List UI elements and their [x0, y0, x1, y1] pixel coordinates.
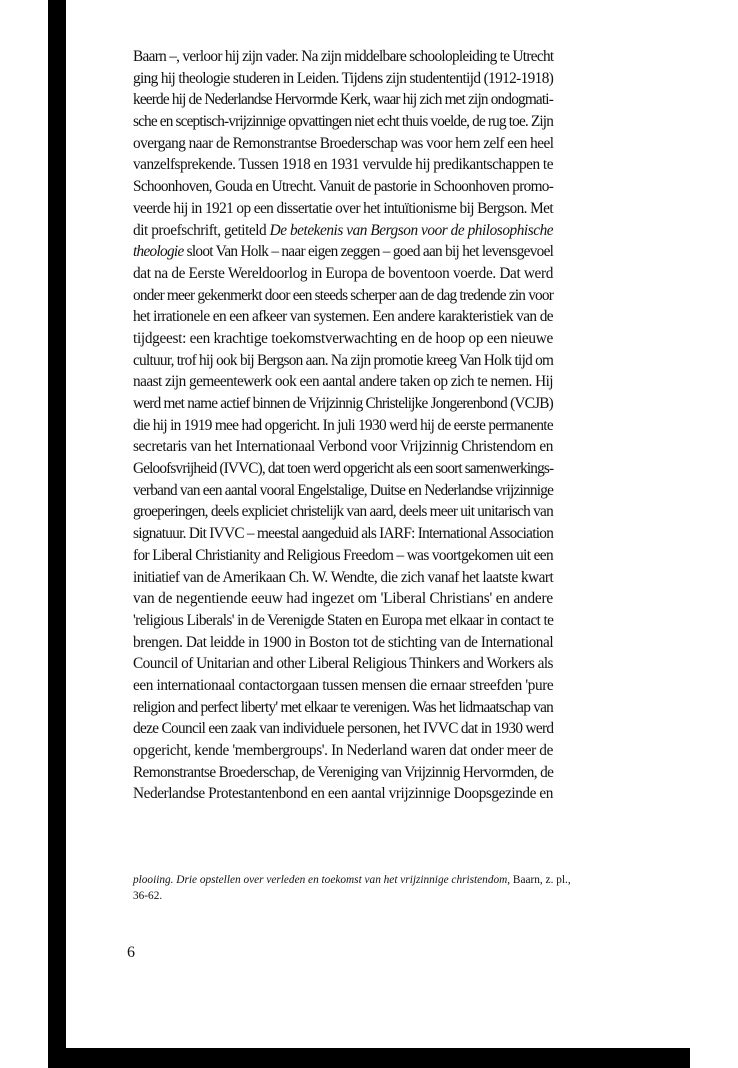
- text-line: deze Council een zaak van individuele personen, het IVVC dat in 1930 werd: [133, 720, 554, 738]
- text-line: overgang naar de Remonstrantse Broederschap was voor hem zelf een heel: [133, 134, 554, 152]
- text-line: groeperingen, deels expliciet christelijk van aard, deels meer uit unitarisch van: [133, 503, 553, 521]
- text-line: [133, 241, 553, 263]
- text-line: dat na de Eerste Wereldoorlog in Europa de boventoon voerde. Dat werd: [133, 264, 553, 282]
- italic-title: De betekenis van Bergson voor de philosophische: [269, 221, 554, 239]
- text-line: Baarn –, verloor hij zijn vader. Na zijn middelbare schoolopleiding te Utrecht: [133, 48, 554, 65]
- text-line: cultuur, trof hij ook bij Bergson aan. Na zijn promotie kreeg Van Holk tijd om: [133, 351, 554, 369]
- text-line: signatuur. Dit IVVC – meestal aangeduid als IARF: International Association: [133, 525, 554, 543]
- text-line: van de negentiende eeuw had ingezet om 'Liberal Christians' en andere: [133, 590, 553, 608]
- text-line: Geloofsvrijheid (IVVC), dat toen werd opgericht als een soort samenwerkings-: [133, 460, 554, 478]
- text-line: Council of Unitarian and other Liberal Religious Thinkers and Workers als: [133, 655, 553, 673]
- text-line: religion and perfect liberty' met elkaar te verenigen. Was het lidmaatschap van: [133, 698, 553, 716]
- text-line: ging hij theologie studeren in Leiden. Tijdens zijn studententijd (1912-1918): [133, 69, 554, 87]
- footnote: [133, 872, 571, 904]
- text-line: secretaris van het Internationaal Verbond voor Vrijzinnig Christendom en: [133, 438, 553, 456]
- text-line: sche en sceptisch-vrijzinnige opvattingen niet echt thuis voelde, de rug toe. Zijn: [133, 113, 553, 131]
- text-line: initiatief van de Amerikaan Ch. W. Wendte, die zich vanaf het laatste kwart: [133, 568, 554, 586]
- text-line: for Liberal Christianity and Religious Freedom – was voortgekomen uit een: [133, 546, 553, 564]
- text-segment: sloot Van Holk – naar eigen zeggen – goed aan bij het levensgevoel: [183, 243, 554, 261]
- text-line: een internationaal contactorgaan tussen mensen die ernaar streefden 'pure: [133, 676, 554, 694]
- text-line: naast zijn gemeentewerk ook een aantal andere taken op zich te nemen. Hij: [133, 373, 553, 391]
- scan-border-left: [48, 0, 66, 1068]
- text-line: die hij in 1919 mee had opgericht. In juli 1930 werd hij de eerste permanente: [133, 416, 553, 434]
- text-line: werd met name actief binnen de Vrijzinnig Christelijke Jongerenbond (VCJB): [133, 395, 553, 412]
- text-line: Remonstrantse Broederschap, de Vereniging van Vrijzinnig Hervormden, de: [133, 763, 554, 781]
- text-line: veerde hij in 1921 op een dissertatie over het intuïtionisme bij Bergson. Met: [133, 199, 553, 217]
- text-line: brengen. Dat leidde in 1900 in Boston tot de stichting van de International: [133, 633, 554, 651]
- footnote-title: plooiing. Drie opstellen over verleden en toekomst van het vrijzinnige christendom: [133, 874, 508, 886]
- text-line: Schoonhoven, Gouda en Utrecht. Vanuit de pastorie in Schoonhoven promo-: [133, 178, 554, 196]
- body-paragraph: [133, 46, 553, 805]
- page-number: 6: [127, 944, 135, 961]
- text-line: vanzelfsprekende. Tussen 1918 en 1931 vervulde hij predikantschappen te: [133, 156, 553, 174]
- footnote-publication: , Baarn, z. pl.,: [507, 874, 571, 886]
- footnote-line-1: [133, 872, 571, 888]
- text-line: verband van een aantal vooral Engelstalige, Duitse en Nederlandse vrijzinnige: [133, 481, 554, 499]
- text-line: 'religious Liberals' in de Verenigde Staten en Europa met elkaar in contact te: [133, 611, 554, 629]
- text-line: keerde hij de Nederlandse Hervormde Kerk, waar hij zich met zijn ondogmati-: [133, 91, 553, 109]
- scan-border-bottom: [48, 1048, 690, 1068]
- text-line: tijdgeest: een krachtige toekomstverwachting en de hoop op een nieuwe: [133, 329, 553, 347]
- text-segment: dit proefschrift, getiteld: [133, 221, 270, 239]
- text-line: opgericht, kende 'membergroups'. In Nederland waren dat onder meer de: [133, 742, 553, 759]
- page-body: [133, 46, 553, 805]
- text-line: Nederlandse Protestantenbond en een aantal vrijzinnige Doopsgezinde en: [133, 785, 553, 803]
- text-line: onder meer gekenmerkt door een steeds scherper aan de dag tredende zin voor: [133, 286, 554, 304]
- footnote-line-2: 36-62.: [133, 890, 163, 902]
- text-line: het irrationele en een afkeer van systemen. Een andere karakteristiek van de: [133, 308, 553, 326]
- text-line: [133, 220, 553, 242]
- italic-title: theologie: [133, 243, 184, 261]
